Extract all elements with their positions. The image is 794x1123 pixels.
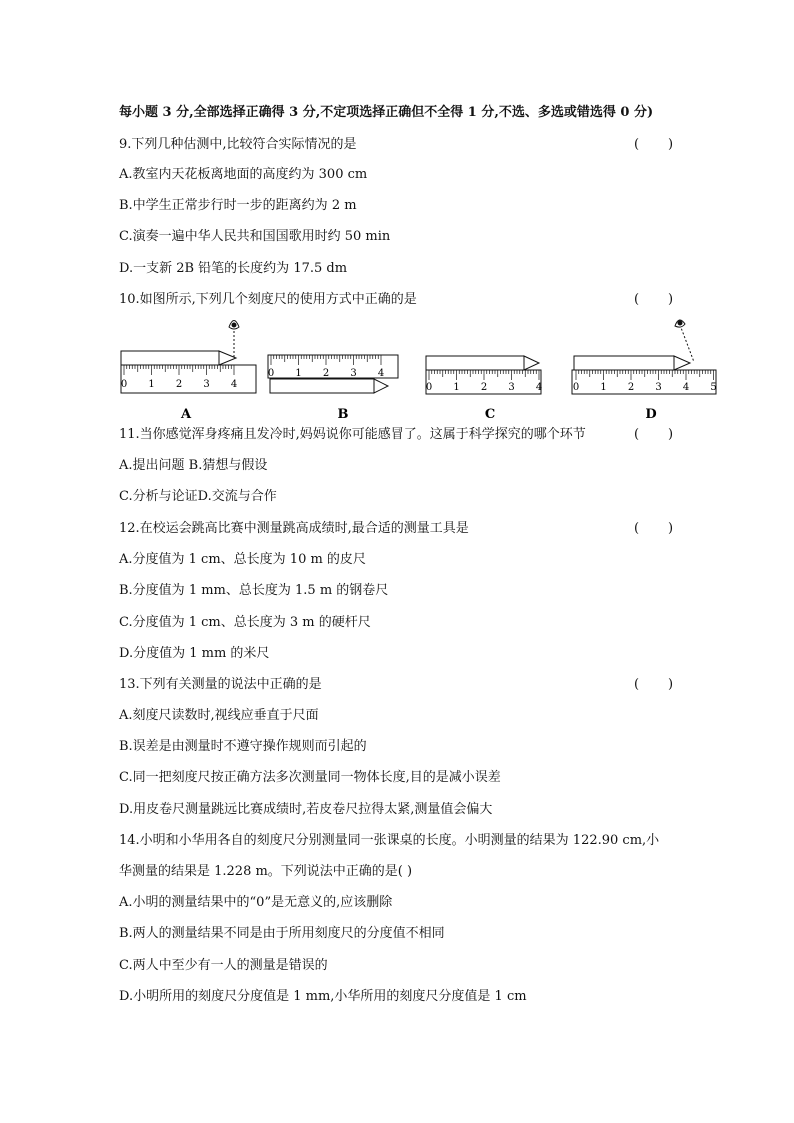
question-14-option-a: A.小明的测量结果中的“0”是无意义的,应该删除 bbox=[119, 895, 393, 910]
question-9-option-a: A.教室内天花板离地面的高度约为 300 cm bbox=[119, 167, 368, 182]
ruler-usage-figure bbox=[116, 312, 726, 424]
ruler-a-number: 1 bbox=[148, 379, 155, 390]
question-9-stem: 9.下列几种估测中,比较符合实际情况的是 bbox=[119, 137, 357, 152]
figure-label-d: D bbox=[645, 407, 657, 422]
question-13-option-a: A.刻度尺读数时,视线应垂直于尺面 bbox=[119, 708, 319, 723]
ruler-a-number: 3 bbox=[203, 379, 210, 390]
question-13-answer-blank[interactable]: ( ) bbox=[634, 677, 674, 692]
question-12-answer-blank[interactable]: ( ) bbox=[634, 521, 674, 536]
ruler-d-number: 4 bbox=[682, 382, 690, 393]
ruler-b-number: 1 bbox=[295, 368, 302, 379]
question-12-option-a: A.分度值为 1 cm、总长度为 10 m 的皮尺 bbox=[119, 552, 366, 567]
object-b-tip bbox=[374, 379, 388, 393]
question-12-option-b: B.分度值为 1 mm、总长度为 1.5 m 的钢卷尺 bbox=[119, 583, 389, 598]
object-a-body bbox=[121, 351, 219, 365]
question-14-option-c: C.两人中至少有一人的测量是错误的 bbox=[119, 958, 328, 973]
object-d-tip bbox=[674, 356, 690, 370]
question-13-stem: 13.下列有关测量的说法中正确的是 bbox=[119, 677, 322, 692]
ruler-a-number: 4 bbox=[230, 379, 238, 390]
question-14-option-b: B.两人的测量结果不同是由于所用刻度尺的分度值不相同 bbox=[119, 926, 445, 941]
question-12-stem: 12.在校运会跳高比赛中测量跳高成绩时,最合适的测量工具是 bbox=[119, 521, 469, 536]
figure-label-c: C bbox=[484, 407, 496, 422]
ruler-b-number: 4 bbox=[377, 368, 385, 379]
question-10-stem: 10.如图所示,下列几个刻度尺的使用方式中正确的是 bbox=[119, 292, 417, 307]
question-13-option-b: B.误差是由测量时不遵守操作规则而引起的 bbox=[119, 739, 367, 754]
question-11-stem: 11.当你感觉浑身疼痛且发冷时,妈妈说你可能感冒了。这属于科学探究的哪个环节 bbox=[119, 427, 586, 442]
ruler-c-number: 3 bbox=[508, 382, 515, 393]
ruler-d-number: 1 bbox=[600, 382, 607, 393]
ruler-a-number: 0 bbox=[120, 379, 128, 390]
ruler-d bbox=[572, 320, 716, 394]
question-11-answer-blank[interactable]: ( ) bbox=[634, 427, 674, 442]
question-9-option-c: C.演奏一遍中华人民共和国国歌用时约 50 min bbox=[119, 229, 391, 244]
question-11-options-ab: A.提出问题 B.猜想与假设 bbox=[119, 458, 268, 473]
question-12-option-d: D.分度值为 1 mm 的米尺 bbox=[119, 646, 270, 661]
question-14-stem-continued: 华测量的结果是 1.228 m。下列说法中正确的是( ) bbox=[119, 864, 413, 879]
ruler-d-number: 5 bbox=[710, 382, 717, 393]
object-b-body bbox=[270, 379, 374, 393]
object-c-body bbox=[426, 356, 524, 370]
ruler-c-number: 0 bbox=[425, 382, 433, 393]
ruler-d-number: 3 bbox=[655, 382, 662, 393]
question-14-option-d: D.小明所用的刻度尺分度值是 1 mm,小华所用的刻度尺分度值是 1 cm bbox=[119, 989, 527, 1004]
figure-label-a: A bbox=[180, 407, 192, 422]
question-9-option-b: B.中学生正常步行时一步的距离约为 2 m bbox=[119, 198, 357, 213]
object-d-body bbox=[574, 356, 674, 370]
question-9-answer-blank[interactable]: ( ) bbox=[634, 137, 674, 152]
ruler-d-number: 0 bbox=[572, 382, 580, 393]
ruler-a-number: 2 bbox=[175, 379, 183, 390]
ruler-b-number: 2 bbox=[322, 368, 330, 379]
question-10-answer-blank[interactable]: ( ) bbox=[634, 292, 674, 307]
sight-line-d bbox=[680, 325, 694, 362]
object-a-tip bbox=[219, 351, 236, 365]
figure-label-b: B bbox=[337, 407, 349, 422]
section-instructions: 每小题 3 分,全部选择正确得 3 分,不定项选择正确但不全得 1 分,不选、多选或错选得 0 分) bbox=[119, 105, 654, 120]
ruler-b-number: 3 bbox=[350, 368, 357, 379]
question-13-option-d: D.用皮卷尺测量跳远比赛成绩时,若皮卷尺拉得太紧,测量值会偏大 bbox=[119, 802, 493, 817]
ruler-c-number: 2 bbox=[480, 382, 488, 393]
ruler-c-number: 4 bbox=[535, 382, 543, 393]
question-14-stem: 14.小明和小华用各自的刻度尺分别测量同一张课桌的长度。小明测量的结果为 122.90 cm,小 bbox=[119, 833, 660, 848]
ruler-d-number: 2 bbox=[627, 382, 635, 393]
question-13-option-c: C.同一把刻度尺按正确方法多次测量同一物体长度,目的是减小误差 bbox=[119, 770, 501, 785]
question-12-option-c: C.分度值为 1 cm、总长度为 3 m 的硬杆尺 bbox=[119, 615, 371, 630]
object-c-tip bbox=[524, 356, 539, 370]
ruler-b-number: 0 bbox=[267, 368, 275, 379]
question-9-option-d: D.一支新 2B 铅笔的长度约为 17.5 dm bbox=[119, 261, 348, 276]
question-11-options-cd: C.分析与论证D.交流与合作 bbox=[119, 489, 277, 504]
ruler-c-number: 1 bbox=[453, 382, 460, 393]
